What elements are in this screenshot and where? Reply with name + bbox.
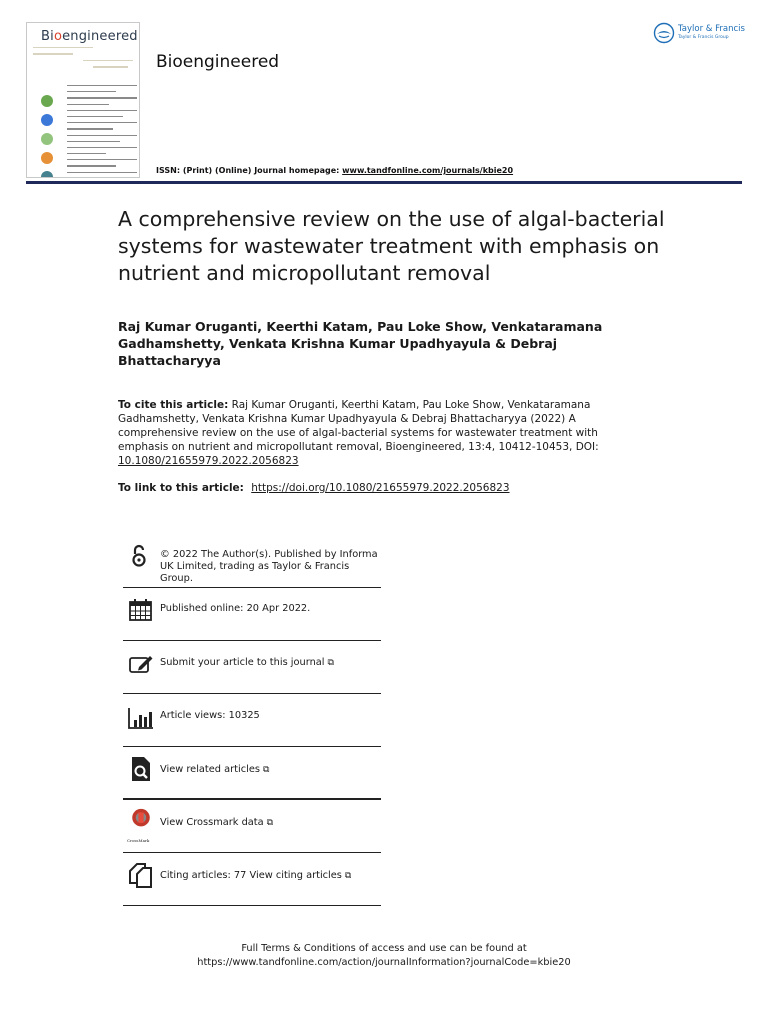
footer-terms [0, 942, 768, 970]
views-text: Article views: 10325 [160, 710, 260, 721]
open-access-icon [127, 542, 155, 570]
license-text: © 2022 The Author(s). Published by Informa UK Limited, trading as Taylor & Francis Group. [160, 549, 378, 584]
issn-line: ISSN: (Print) (Online) Journal homepage: www.tandfonline.com/journals/kbie20 [156, 166, 514, 175]
license-row [123, 540, 381, 588]
external-link-icon: ⧉ [344, 871, 352, 881]
submit-row[interactable] [123, 641, 381, 694]
calendar-icon [127, 596, 155, 624]
link-label: To link to this article: [118, 482, 244, 494]
views-row [123, 694, 381, 747]
crossmark-link[interactable]: View Crossmark data [160, 817, 264, 828]
search-document-icon [127, 755, 155, 783]
bar-chart-icon [127, 704, 155, 732]
article-title: A comprehensive review on the use of algal-bacterial systems for wastewater treatment with emphasis on nutrient and micropollutant removal [118, 207, 665, 285]
external-link-icon: ⧉ [327, 658, 334, 668]
header-rule [26, 181, 742, 184]
footer-terms-link[interactable]: https://www.tandfonline.com/action/journalInformation?journalCode=kbie20 [197, 957, 571, 968]
article-authors: Raj Kumar Oruganti, Keerthi Katam, Pau Loke Show, Venkataramana Gadhamshetty, Venkata Krishna Kumar Upadhyayula & Debraj Bhattacharyya [118, 319, 603, 368]
published-row [123, 588, 381, 641]
article-link-line [118, 482, 510, 494]
edit-icon [127, 651, 155, 679]
published-text: Published online: 20 Apr 2022. [160, 603, 311, 614]
crossmark-logo-label: CrossMark [127, 838, 150, 843]
journal-cover-thumbnail [26, 22, 140, 178]
submit-link[interactable]: Submit your article to this journal [160, 657, 325, 668]
citing-articles-link[interactable]: Citing articles: 77 View citing articles [160, 870, 342, 881]
external-link-icon: ⧉ [266, 818, 274, 828]
related-row[interactable] [123, 747, 381, 800]
publisher-logo-icon [653, 22, 675, 44]
crossmark-logo [127, 808, 155, 836]
cover-illustrations [41, 95, 59, 178]
publisher-subname: Taylor & Francis Group [678, 35, 729, 40]
cover-text-lines [33, 47, 133, 73]
publisher-logo[interactable] [653, 22, 753, 48]
article-info-list [123, 540, 381, 906]
journal-name: Bioengineered [156, 52, 280, 72]
article-doi-link[interactable]: https://doi.org/10.1080/21655979.2022.2056823 [251, 482, 510, 494]
citing-row[interactable] [123, 853, 381, 906]
cover-logo: Bioengineered [41, 29, 138, 44]
related-articles-link[interactable]: View related articles [160, 764, 260, 775]
citation-block [118, 398, 648, 468]
publisher-name: Taylor & Francis [678, 24, 745, 34]
cite-text: Raj Kumar Oruganti, Keerthi Katam, Pau Loke Show, Venkataramana Gadhamshetty, Venkata Krishna Kumar Upadhyayula & Debraj Bhattacharyya (2022) A comprehensive review on the use of algal-bacterial systems for wastewater treatment with emphasis on nutrient and micropollutant removal, Bioengineered, 13:4, 10412-10453, DOI: [118, 399, 599, 453]
journal-homepage-link[interactable]: www.tandfonline.com/journals/kbie20 [342, 166, 514, 175]
crossmark-row[interactable] [123, 800, 381, 853]
cite-label: To cite this article: [118, 399, 229, 411]
citing-articles-icon [127, 861, 155, 889]
external-link-icon: ⧉ [262, 765, 270, 775]
cover-contents-list [67, 85, 137, 178]
cite-doi-link[interactable]: 10.1080/21655979.2022.2056823 [118, 455, 299, 467]
footer-line-1: Full Terms & Conditions of access and use can be found at [241, 943, 527, 954]
